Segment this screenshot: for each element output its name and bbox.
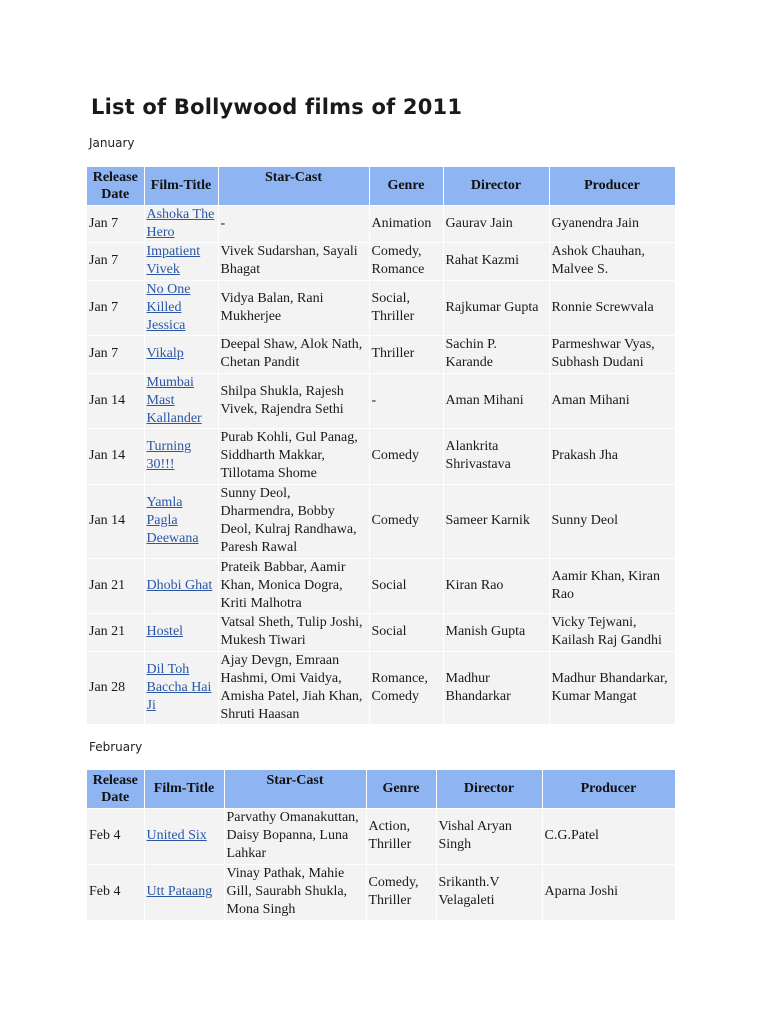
cell-cast: Vidya Balan, Rani Mukherjee <box>218 280 369 335</box>
month-heading-february: February <box>89 740 143 754</box>
header-genre: Genre <box>369 167 443 205</box>
header-producer: Producer <box>549 167 675 205</box>
table-row <box>87 373 675 428</box>
cell-cast: Purab Kohli, Gul Panag, Siddharth Makkar, Tillotama Shome <box>218 428 369 484</box>
cell-cast: Vinay Pathak, Mahie Gill, Saurabh Shukla, Mona Singh <box>224 864 366 920</box>
header-film-title: Film-Title <box>144 770 224 808</box>
film-link[interactable]: Mumbai Mast Kallander <box>146 374 202 426</box>
film-link[interactable]: Yamla Pagla Deewana <box>146 495 199 546</box>
cell-producer: Ashok Chauhan, Malvee S. <box>549 242 675 280</box>
cell-date: Feb 4 <box>87 864 144 920</box>
cell-director: Vishal Aryan Singh <box>436 808 542 864</box>
cell-genre: Romance, Comedy <box>369 651 443 724</box>
cell-director: Alankrita Shrivastava <box>443 428 549 484</box>
film-link[interactable]: Utt Pataang <box>146 884 213 900</box>
header-film-title: Film-Title <box>144 167 218 205</box>
cell-genre: Social, Thriller <box>369 280 443 335</box>
cell-genre: Action, Thriller <box>366 808 436 864</box>
header-release-date: Release Date <box>87 770 144 808</box>
cell-producer: Madhur Bhandarkar, Kumar Mangat <box>549 651 675 724</box>
film-link[interactable]: United Six <box>146 828 207 843</box>
header-star-cast: Star-Cast <box>218 167 369 205</box>
cell-genre: Social <box>369 558 443 613</box>
cell-producer: C.G.Patel <box>542 808 675 864</box>
cell-cast: Deepal Shaw, Alok Nath, Chetan Pandit <box>218 335 369 373</box>
table-header-row <box>87 167 675 205</box>
cell-date: Jan 7 <box>87 335 144 373</box>
cell-genre: Animation <box>369 205 443 242</box>
table-row <box>87 558 675 613</box>
cell-genre: Comedy <box>369 484 443 558</box>
cell-genre: Thriller <box>369 335 443 373</box>
cell-cast: Vivek Sudarshan, Sayali Bhagat <box>218 242 369 280</box>
cell-date: Jan 7 <box>87 280 144 335</box>
cell-producer: Prakash Jha <box>549 428 675 484</box>
header-director: Director <box>443 167 549 205</box>
cell-date: Jan 14 <box>87 373 144 428</box>
cell-producer: Aman Mihani <box>549 373 675 428</box>
table-row <box>87 335 675 373</box>
header-star-cast: Star-Cast <box>224 770 366 808</box>
table-row <box>87 205 675 242</box>
cell-producer: Gyanendra Jain <box>549 205 675 242</box>
table-row <box>87 651 675 724</box>
cell-director: Srikanth.V Velagaleti <box>436 864 542 920</box>
table-row <box>87 613 675 651</box>
cell-producer: Aparna Joshi <box>542 864 675 920</box>
film-link[interactable]: Vikalp <box>146 346 184 361</box>
cell-cast: Vatsal Sheth, Tulip Joshi, Mukesh Tiwari <box>218 613 369 651</box>
table-row <box>87 484 675 558</box>
film-link[interactable]: Dil Toh Baccha Hai Ji <box>146 661 212 713</box>
cell-producer: Aamir Khan, Kiran Rao <box>549 558 675 613</box>
cell-genre: Comedy, Thriller <box>366 864 436 920</box>
cell-producer: Vicky Tejwani, Kailash Raj Gandhi <box>549 613 675 651</box>
film-link[interactable]: Hostel <box>146 624 184 639</box>
cell-date: Jan 21 <box>87 613 144 651</box>
cell-director: Aman Mihani <box>443 373 549 428</box>
cell-date: Jan 7 <box>87 242 144 280</box>
cell-cast: Ajay Devgn, Emraan Hashmi, Omi Vaidya, Amisha Patel, Jiah Khan, Shruti Haasan <box>218 651 369 724</box>
cell-producer: Ronnie Screwvala <box>549 280 675 335</box>
film-link[interactable]: Impatient Vivek <box>146 244 201 277</box>
cell-date: Jan 21 <box>87 558 144 613</box>
header-producer: Producer <box>542 770 675 808</box>
cell-director: Madhur Bhandarkar <box>443 651 549 724</box>
cell-director: Sameer Karnik <box>443 484 549 558</box>
cell-genre: Comedy, Romance <box>369 242 443 280</box>
cell-genre: - <box>369 373 443 428</box>
cell-genre: Social <box>369 613 443 651</box>
cell-director: Rajkumar Gupta <box>443 280 549 335</box>
film-link[interactable]: Dhobi Ghat <box>146 577 213 593</box>
films-table-february <box>87 770 676 920</box>
cell-cast: Parvathy Omanakuttan, Daisy Bopanna, Luna Lahkar <box>224 808 366 864</box>
cell-producer: Parmeshwar Vyas, Subhash Dudani <box>549 335 675 373</box>
table-header-row <box>87 770 675 808</box>
cell-date: Jan 14 <box>87 484 144 558</box>
table-row <box>87 808 675 864</box>
page-title: List of Bollywood films of 2011 <box>91 95 463 119</box>
cell-date: Feb 4 <box>87 808 144 864</box>
month-heading-january: January <box>89 136 135 150</box>
cell-director: Rahat Kazmi <box>443 242 549 280</box>
table-row <box>87 242 675 280</box>
film-link[interactable]: No One Killed Jessica <box>146 281 191 333</box>
header-director: Director <box>436 770 542 808</box>
cell-cast: Sunny Deol, Dharmendra, Bobby Deol, Kulraj Randhawa, Paresh Rawal <box>218 484 369 558</box>
table-row <box>87 280 675 335</box>
table-row <box>87 428 675 484</box>
cell-date: Jan 14 <box>87 428 144 484</box>
cell-genre: Comedy <box>369 428 443 484</box>
films-table-january <box>87 167 676 724</box>
cell-director: Manish Gupta <box>443 613 549 651</box>
cell-director: Sachin P. Karande <box>443 335 549 373</box>
cell-director: Gaurav Jain <box>443 205 549 242</box>
header-release-date: Release Date <box>87 167 144 205</box>
film-link[interactable]: Ashoka The Hero <box>146 206 215 240</box>
cell-cast: Prateik Babbar, Aamir Khan, Monica Dogra, Kriti Malhotra <box>218 558 369 613</box>
cell-producer: Sunny Deol <box>549 484 675 558</box>
film-link[interactable]: Turning 30!!! <box>146 439 192 472</box>
table-row <box>87 864 675 920</box>
cell-director: Kiran Rao <box>443 558 549 613</box>
cell-date: Jan 7 <box>87 205 144 242</box>
header-genre: Genre <box>366 770 436 808</box>
cell-cast: Shilpa Shukla, Rajesh Vivek, Rajendra Sethi <box>218 373 369 428</box>
cell-cast: - <box>218 205 369 242</box>
cell-date: Jan 28 <box>87 651 144 724</box>
